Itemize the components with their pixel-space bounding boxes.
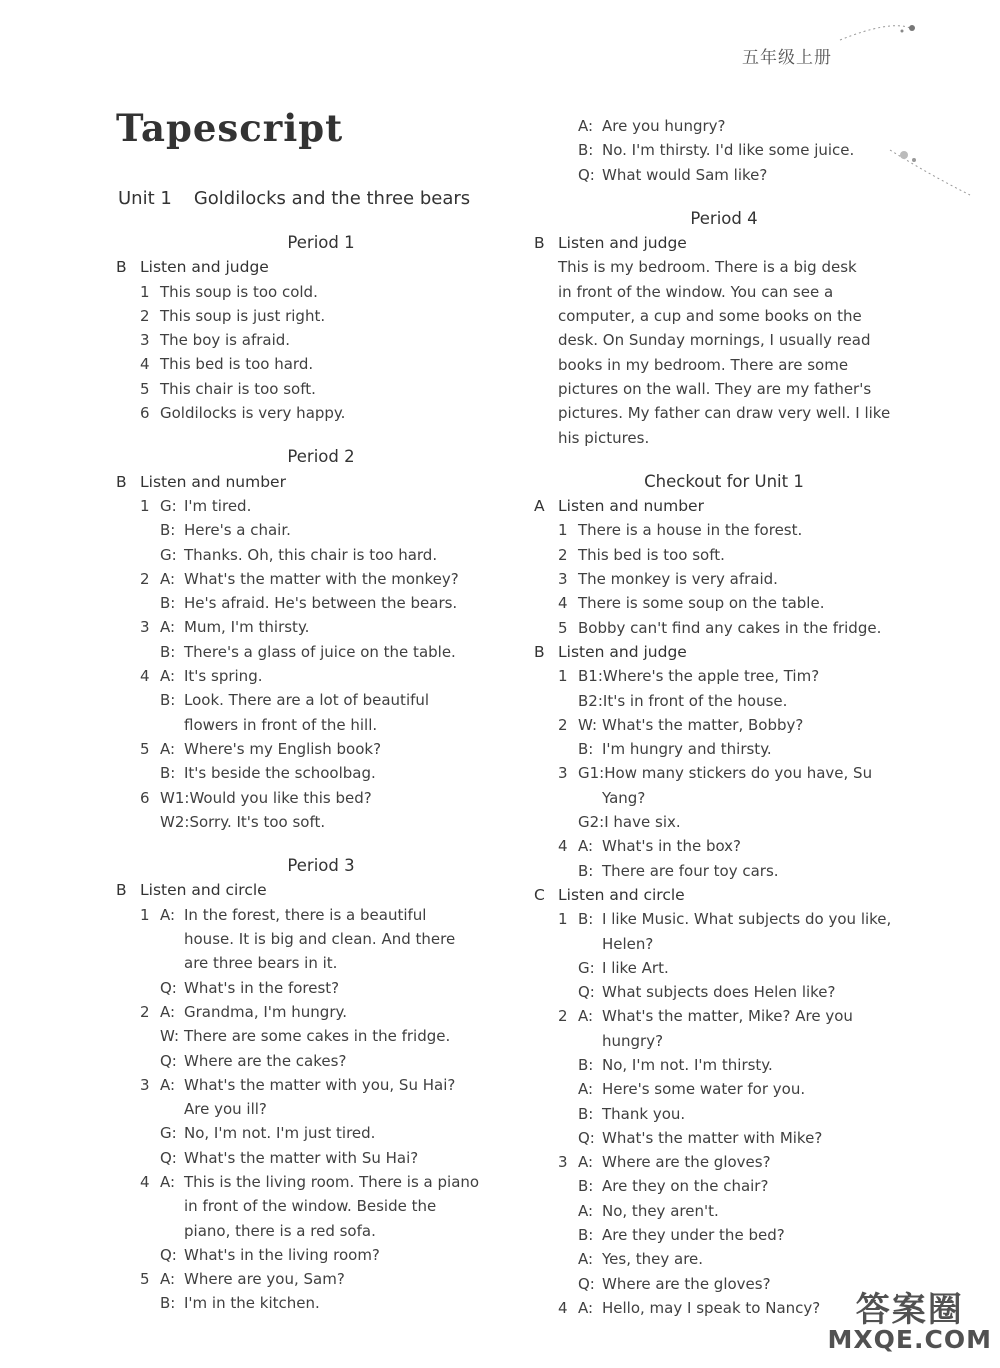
- dialogue-line: 6 W1: Would you like this bed?: [140, 788, 372, 807]
- watermark-url: MXQE.COM: [827, 1325, 992, 1354]
- dialogue-line: in front of the window. Beside the: [184, 1197, 437, 1216]
- checkout-heading: Checkout for Unit 1: [644, 471, 804, 491]
- dialogue-line: G: No, I'm not. I'm just tired.: [160, 1124, 376, 1143]
- dialogue-line: G2: I have six.: [578, 813, 681, 832]
- dialogue-line: B: It's beside the schoolbag.: [160, 764, 376, 783]
- left-column: [116, 231, 526, 1316]
- dialogue-line: A: No, they aren't.: [578, 1201, 719, 1220]
- dialogue-line: B: No. I'm thirsty. I'd like some juice.: [578, 141, 855, 160]
- dialogue-line: 4 A: It's spring.: [140, 667, 263, 686]
- dialogue-line: 1 G: I'm tired.: [140, 496, 252, 515]
- dialogue-line: Q: What's the matter with Su Hai?: [160, 1148, 419, 1167]
- dialogue-line: 2 A: Grandma, I'm hungry.: [140, 1002, 347, 1021]
- dialogue-line: B: No, I'm not. I'm thirsty.: [578, 1055, 773, 1074]
- dialogue-line: W2: Sorry. It's too soft.: [160, 812, 326, 831]
- dialogue-line: Q: Where are the cakes?: [160, 1051, 347, 1070]
- dialogue-line: B: There are four toy cars.: [578, 861, 779, 880]
- dialogue-line: 2 A: What's the matter with the monkey?: [140, 569, 459, 588]
- dialogue-line: 5 A: Where are you, Sam?: [140, 1270, 345, 1289]
- dialogue-line: piano, there is a red sofa.: [184, 1221, 376, 1240]
- dialogue-line: hungry?: [602, 1031, 664, 1050]
- dialogue-line: 1 A: In the forest, there is a beautiful: [140, 905, 427, 924]
- list-item: 6 Goldilocks is very happy.: [140, 404, 346, 423]
- dialogue-line: flowers in front of the hill.: [184, 715, 378, 734]
- dialogue-line: 1 B: I like Music. What subjects do you like,: [558, 910, 892, 929]
- site-watermark: [828, 1282, 992, 1354]
- list-item: 1 This soup is too cold.: [140, 282, 318, 301]
- list-item: 2 This bed is too soft.: [558, 545, 725, 564]
- unit-name: Goldilocks and the three bears: [193, 188, 471, 209]
- dialogue-line: B: I'm hungry and thirsty.: [578, 740, 772, 759]
- dialogue-line: A: Are you hungry?: [578, 117, 726, 135]
- dialogue-line: Yang?: [602, 788, 646, 807]
- dialogue-line: G: I like Art.: [578, 958, 669, 977]
- dialogue-line: B: Are they under the bed?: [578, 1226, 785, 1245]
- dialogue-line: 5 A: Where's my English book?: [140, 739, 382, 758]
- dialogue-line: Q: What's in the forest?: [160, 978, 340, 997]
- dialogue-line: 4 A: What's in the box?: [558, 837, 742, 856]
- dialogue-line: Q: What would Sam like?: [578, 165, 768, 184]
- checkout-c-lines: [534, 907, 914, 1320]
- dialogue-line: 3 G1: How many stickers do you have, Su: [558, 764, 873, 783]
- unit-number: Unit 1: [118, 188, 172, 209]
- p3-lines: [116, 903, 526, 1316]
- dialogue-line: are three bears in it.: [184, 954, 338, 973]
- checkout-a-lines: [534, 518, 914, 639]
- dialogue-line: G: Thanks. Oh, this chair is too hard.: [160, 545, 438, 564]
- period-heading: Period 2: [287, 447, 355, 467]
- list-item: 3 The monkey is very afraid.: [558, 570, 778, 589]
- dialogue-line: B: Look. There are a lot of beautiful: [160, 691, 430, 710]
- dialogue-line: 3 A: What's the matter with you, Su Hai?: [140, 1075, 456, 1094]
- dialogue-line: B: I'm in the kitchen.: [160, 1294, 320, 1313]
- section-heading: B Listen and judge: [534, 234, 687, 253]
- dialogue-line: Q: What's the matter with Mike?: [578, 1128, 823, 1147]
- dialogue-line: 3 A: Where are the gloves?: [558, 1153, 771, 1172]
- dialogue-line: 3 A: Mum, I'm thirsty.: [140, 618, 310, 637]
- list-item: 5 This chair is too soft.: [140, 379, 316, 398]
- dialogue-line: house. It is big and clean. And there: [184, 930, 456, 949]
- p2-lines: [116, 494, 526, 834]
- list-item: 4 This bed is too hard.: [140, 355, 314, 374]
- dialogue-line: A: Here's some water for you.: [578, 1080, 806, 1099]
- dialogue-line: B: There's a glass of juice on the table.: [160, 642, 456, 661]
- dialogue-line: 1 B1: Where's the apple tree, Tim?: [558, 667, 820, 686]
- dialogue-line: Helen?: [602, 934, 654, 953]
- dialogue-line: B: Are they on the chair?: [578, 1177, 769, 1196]
- dialogue-line: B2: It's in front of the house.: [578, 691, 788, 710]
- section-heading: B Listen and judge: [116, 258, 269, 277]
- p1-lines: [116, 280, 526, 426]
- unit-heading: [118, 188, 470, 209]
- bedroom-paragraph: This is my bedroom. There is a big desk in front of the window. You can see a computer, a cup and some books on the desk. On Sunday mornings, I usually read books in my bedroom. There are some pictures on the wall. They are my father's pictures. My father can draw very well. I like his pictures.: [558, 258, 891, 447]
- list-item: 4 There is some soup on the table.: [558, 594, 825, 613]
- grade-label: 五年级上册: [742, 48, 832, 68]
- dialogue-line: W: There are some cakes in the fridge.: [160, 1027, 451, 1046]
- dialogue-line: 4 A: This is the living room. There is a piano: [140, 1172, 480, 1191]
- period-heading: Period 4: [690, 208, 758, 228]
- section-heading: B Listen and number: [116, 472, 286, 491]
- right-column: [534, 114, 914, 1320]
- section-heading: A Listen and number: [534, 497, 704, 516]
- dialogue-line: B: He's afraid. He's between the bears.: [160, 594, 458, 613]
- period-heading: Period 1: [287, 233, 355, 252]
- dialogue-line: A: Yes, they are.: [578, 1250, 704, 1269]
- dialogue-line: B: Here's a chair.: [160, 521, 291, 540]
- period-heading: Period 3: [287, 856, 355, 876]
- dialogue-line: 4 A: Hello, may I speak to Nancy?: [558, 1298, 821, 1317]
- section-heading: B Listen and circle: [116, 881, 267, 900]
- p3-continued: [534, 114, 914, 187]
- list-item: 2 This soup is just right.: [140, 306, 326, 325]
- checkout-b-lines: [534, 664, 914, 883]
- dialogue-line: Q: Where are the gloves?: [578, 1274, 771, 1293]
- watermark-logo-text: 答案圈: [855, 1290, 964, 1330]
- dialogue-line: 2 A: What's the matter, Mike? Are you: [558, 1007, 853, 1026]
- dialogue-line: 2 W: What's the matter, Bobby?: [558, 715, 804, 734]
- list-item: 3 The boy is afraid.: [140, 331, 291, 350]
- section-heading: B Listen and judge: [534, 642, 687, 661]
- list-item: 5 Bobby can't find any cakes in the fridge.: [558, 618, 882, 637]
- section-heading: C Listen and circle: [534, 885, 685, 904]
- dialogue-line: Q: What subjects does Helen like?: [578, 983, 836, 1002]
- page-title: Tapescript: [116, 106, 344, 150]
- dialogue-line: Are you ill?: [184, 1100, 267, 1119]
- dialogue-line: B: Thank you.: [578, 1104, 686, 1123]
- list-item: 1 There is a house in the forest.: [558, 521, 803, 540]
- dialogue-line: Q: What's in the living room?: [160, 1245, 380, 1264]
